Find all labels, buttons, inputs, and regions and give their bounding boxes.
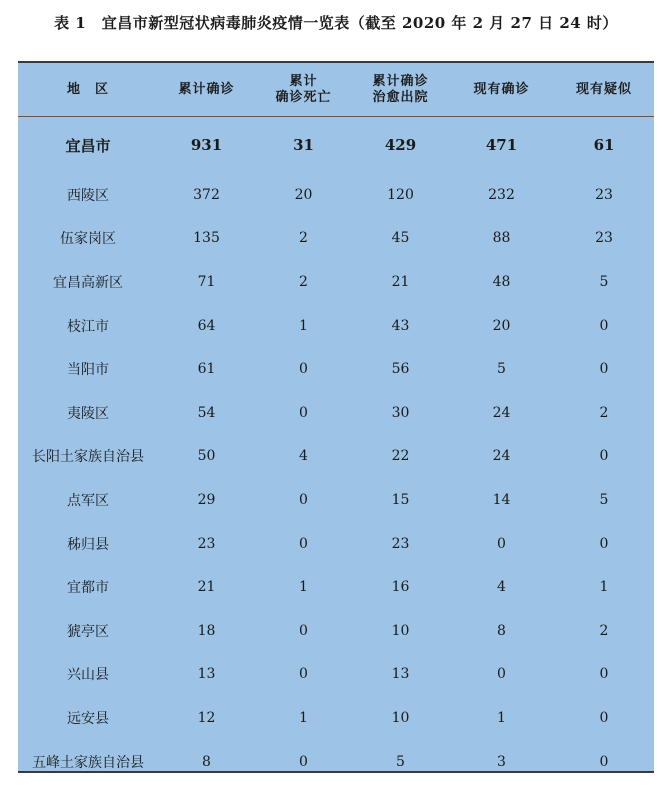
cumulative-deaths-cell: 4 (299, 448, 308, 465)
current-suspected-cell: 0 (599, 317, 609, 334)
cumulative-deaths-cell: 1 (299, 709, 308, 726)
region-cell: 宜昌市 (65, 136, 111, 155)
current-confirmed-cell: 14 (492, 491, 511, 508)
header-cumulative-recovered-line1: 累计确诊 (372, 73, 429, 89)
cumulative-confirmed-cell: 8 (202, 753, 211, 770)
header-current-suspected (554, 82, 654, 98)
current-confirmed-cell: 4 (497, 579, 506, 596)
cumulative-deaths-cell: 2 (299, 273, 308, 290)
header-region (18, 82, 158, 98)
cumulative-confirmed-cell: 21 (197, 579, 216, 596)
cumulative-confirmed-cell: 71 (197, 273, 216, 290)
current-suspected-cell: 1 (599, 579, 609, 596)
table-row (18, 260, 654, 304)
cumulative-recovered-cell: 21 (391, 273, 410, 290)
table-row (18, 217, 654, 261)
region-cell: 远安县 (67, 710, 109, 727)
cumulative-confirmed-cell: 18 (197, 622, 216, 639)
cumulative-deaths-cell: 0 (299, 535, 308, 552)
current-suspected-cell: 5 (599, 491, 609, 508)
cumulative-recovered-cell: 5 (396, 753, 405, 770)
region-cell: 伍家岗区 (60, 231, 116, 248)
current-confirmed-cell: 3 (497, 753, 506, 770)
cumulative-recovered-cell: 23 (391, 535, 410, 552)
current-suspected-cell: 0 (599, 753, 609, 770)
current-confirmed-cell: 232 (488, 186, 515, 203)
region-cell: 五峰土家族自治县 (32, 754, 144, 771)
current-suspected-cell: 0 (599, 448, 609, 465)
cumulative-recovered-cell: 10 (391, 622, 410, 639)
current-suspected-cell: 0 (599, 709, 609, 726)
table-row (18, 740, 654, 784)
table-row (18, 478, 654, 522)
table-row (18, 609, 654, 653)
region-cell: 秭归县 (67, 536, 109, 553)
cumulative-deaths-cell: 31 (293, 136, 314, 154)
cumulative-recovered-cell: 429 (384, 136, 417, 154)
header-current-suspected-label: 现有疑似 (575, 81, 632, 97)
cumulative-deaths-cell: 0 (299, 491, 308, 508)
cumulative-confirmed-cell: 54 (197, 404, 216, 421)
cumulative-confirmed-cell: 931 (190, 136, 223, 154)
table-row (18, 347, 654, 391)
cumulative-confirmed-cell: 372 (193, 186, 220, 203)
region-cell: 宜都市 (67, 580, 109, 597)
cumulative-confirmed-cell: 29 (197, 491, 216, 508)
current-confirmed-cell: 24 (492, 448, 511, 465)
table-row (18, 522, 654, 566)
current-suspected-cell: 23 (595, 186, 613, 203)
current-confirmed-cell: 1 (497, 709, 506, 726)
header-current-confirmed (449, 82, 554, 98)
table-row (18, 653, 654, 697)
header-cumulative-deaths (255, 74, 352, 106)
table-body (18, 173, 654, 783)
cumulative-recovered-cell: 15 (391, 491, 410, 508)
table-header (18, 63, 654, 117)
cumulative-confirmed-cell: 61 (197, 361, 216, 378)
cumulative-recovered-cell: 16 (391, 579, 410, 596)
current-suspected-cell: 2 (599, 622, 609, 639)
header-cumulative-deaths-line2: 确诊死亡 (275, 89, 332, 105)
cumulative-deaths-cell: 20 (294, 186, 313, 203)
current-confirmed-cell: 471 (485, 136, 518, 154)
cumulative-recovered-cell: 22 (391, 448, 410, 465)
cumulative-recovered-cell: 120 (387, 186, 414, 203)
cumulative-deaths-cell: 0 (299, 622, 308, 639)
region-cell: 点军区 (67, 492, 109, 509)
cumulative-confirmed-cell: 135 (193, 230, 220, 247)
cumulative-deaths-cell: 1 (299, 579, 308, 596)
current-suspected-cell: 2 (599, 404, 609, 421)
table-row (18, 565, 654, 609)
current-confirmed-cell: 24 (492, 404, 511, 421)
current-suspected-cell: 0 (599, 666, 609, 683)
cumulative-recovered-cell: 10 (391, 709, 410, 726)
header-current-confirmed-label: 现有确诊 (473, 81, 530, 97)
header-region-label: 地 区 (66, 81, 109, 97)
current-confirmed-cell: 5 (497, 361, 506, 378)
cumulative-recovered-cell: 43 (391, 317, 410, 334)
current-suspected-cell: 0 (599, 535, 609, 552)
region-cell: 宜昌高新区 (53, 274, 123, 291)
current-confirmed-cell: 0 (497, 535, 506, 552)
cumulative-deaths-cell: 2 (299, 230, 308, 247)
region-cell: 枝江市 (67, 318, 109, 335)
current-confirmed-cell: 48 (492, 273, 511, 290)
current-confirmed-cell: 20 (492, 317, 511, 334)
region-cell: 夷陵区 (67, 405, 109, 422)
current-suspected-cell: 0 (599, 361, 609, 378)
cumulative-confirmed-cell: 12 (197, 709, 216, 726)
cumulative-recovered-cell: 45 (391, 230, 410, 247)
header-cumulative-recovered (352, 74, 449, 106)
region-cell: 兴山县 (67, 667, 109, 684)
cumulative-deaths-cell: 1 (299, 317, 308, 334)
header-cumulative-confirmed-label: 累计确诊 (178, 81, 235, 97)
cumulative-confirmed-cell: 64 (197, 317, 216, 334)
current-suspected-cell: 61 (593, 136, 615, 154)
cumulative-recovered-cell: 30 (391, 404, 410, 421)
current-suspected-cell: 23 (595, 230, 613, 247)
table-row (18, 173, 654, 217)
epidemic-table (18, 61, 654, 773)
header-cumulative-deaths-line1: 累计 (289, 73, 318, 89)
table-title: 表 1 宜昌市新型冠状病毒肺炎疫情一览表（截至 2020 年 2 月 27 日 24 时） (54, 14, 618, 32)
cumulative-confirmed-cell: 23 (197, 535, 216, 552)
cumulative-confirmed-cell: 50 (197, 448, 216, 465)
cumulative-recovered-cell: 56 (391, 361, 410, 378)
cumulative-deaths-cell: 0 (299, 361, 308, 378)
table-row (18, 391, 654, 435)
cumulative-recovered-cell: 13 (391, 666, 410, 683)
table-row-total (18, 117, 654, 173)
cumulative-deaths-cell: 0 (299, 753, 308, 770)
region-cell: 当阳市 (67, 362, 109, 379)
cumulative-deaths-cell: 0 (299, 404, 308, 421)
region-cell: 猇亭区 (67, 623, 109, 640)
current-confirmed-cell: 0 (497, 666, 506, 683)
table-row (18, 696, 654, 740)
cumulative-confirmed-cell: 13 (197, 666, 216, 683)
table-row (18, 304, 654, 348)
cumulative-deaths-cell: 0 (299, 666, 308, 683)
table-row (18, 435, 654, 479)
header-cumulative-recovered-line2: 治愈出院 (372, 89, 429, 105)
current-confirmed-cell: 8 (497, 622, 506, 639)
current-confirmed-cell: 88 (492, 230, 511, 247)
current-suspected-cell: 5 (599, 273, 609, 290)
region-cell: 西陵区 (67, 187, 109, 204)
header-cumulative-confirmed (158, 82, 255, 98)
region-cell: 长阳土家族自治县 (32, 449, 144, 466)
